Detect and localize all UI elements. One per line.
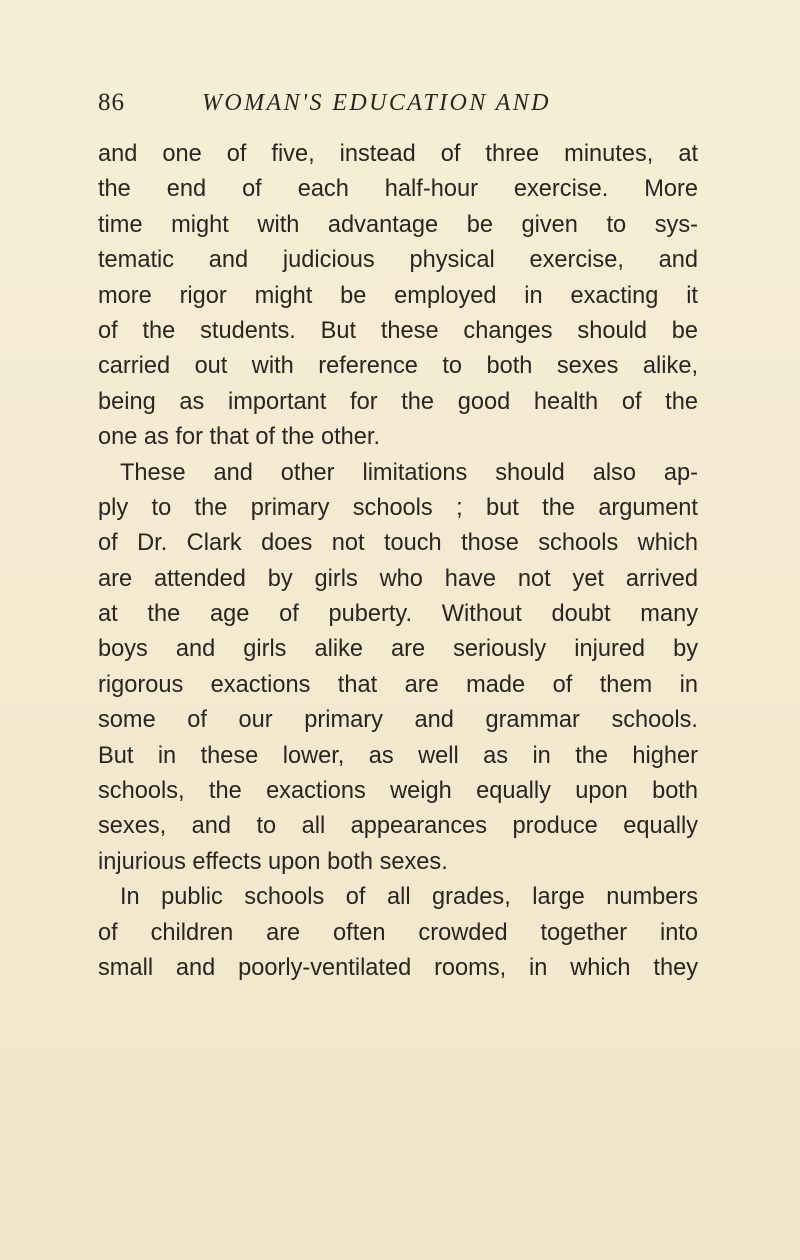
text-line: schools, the exactions weigh equally upon both — [98, 778, 698, 805]
text-line: small and poorly-ventilated rooms, in which they — [98, 954, 698, 981]
text-line: injurious effects upon both sexes. — [98, 848, 448, 875]
text-line: carried out with reference to both sexes alike, — [98, 353, 698, 380]
text-line: being as important for the good health of the — [98, 388, 698, 415]
text-line: more rigor might be employed in exacting it — [98, 282, 698, 309]
text-line: one as for that of the other. — [98, 424, 381, 451]
running-head — [98, 88, 698, 122]
text-line: rigorous exactions that are made of them in — [98, 671, 698, 698]
text-line: are attended by girls who have not yet arrived — [98, 565, 698, 592]
text-line: of Dr. Clark does not touch those schools which — [98, 530, 698, 557]
text-line: at the age of puberty. Without doubt many — [98, 601, 698, 628]
text-line: sexes, and to all appearances produce equally — [98, 813, 698, 840]
body-text — [98, 137, 698, 986]
text-line: some of our primary and grammar schools. — [98, 707, 698, 734]
page-number: 86 — [98, 89, 125, 116]
running-title: WOMAN'S EDUCATION AND — [202, 90, 551, 116]
text-line: time might with advantage be given to sys- — [98, 211, 698, 238]
text-line: In public schools of all grades, large numbers — [120, 884, 698, 911]
text-line: boys and girls alike are seriously injured by — [98, 636, 698, 663]
text-line: These and other limitations should also ap- — [120, 459, 698, 486]
text-line: But in these lower, as well as in the higher — [98, 742, 698, 769]
text-line: ply to the primary schools ; but the argument — [98, 494, 698, 521]
text-line: tematic and judicious physical exercise, and — [98, 247, 698, 274]
text-line: of children are often crowded together into — [98, 919, 698, 946]
text-line: the end of each half-hour exercise. More — [98, 176, 698, 203]
text-line: of the students. But these changes should be — [98, 317, 698, 344]
text-line: and one of five, instead of three minutes, at — [98, 141, 698, 167]
